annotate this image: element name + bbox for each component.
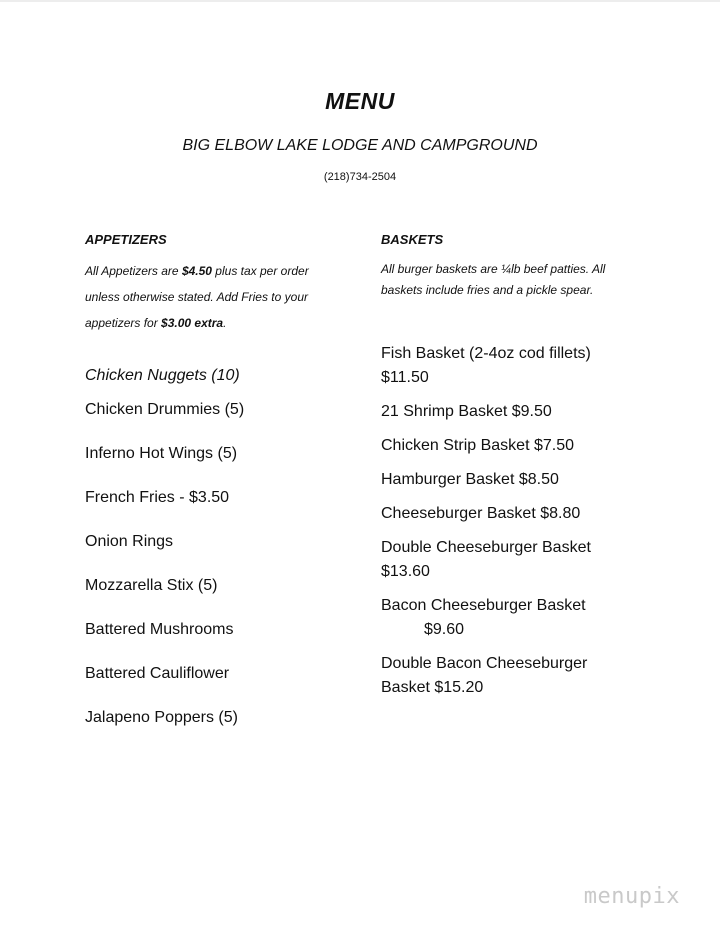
- appetizers-heading: APPETIZERS: [85, 232, 167, 247]
- basket-item-price: $9.60: [424, 621, 465, 638]
- phone-number: (218)734-2504: [323, 171, 397, 183]
- basket-item-price: $11.50: [381, 369, 429, 386]
- basket-item-fish: [381, 342, 661, 390]
- basket-item-name: 21 Shrimp Basket $9.50: [381, 403, 552, 420]
- baskets-heading: BASKETS: [381, 232, 444, 247]
- appetizer-item: Jalapeno Poppers (5): [85, 709, 238, 726]
- basket-item-name: Bacon Cheeseburger Basket: [381, 597, 586, 614]
- appetizers-section: [85, 232, 345, 336]
- appetizer-item: French Fries - $3.50: [85, 489, 230, 506]
- basket-item-name: Fish Basket (2-4oz cod fillets): [381, 345, 591, 362]
- basket-item-cheeseburger: [381, 502, 661, 526]
- basket-item-bacon-cheeseburger: [381, 594, 661, 642]
- appetizers-note-prefix: All Appetizers are: [85, 264, 182, 278]
- appetizers-note-middle: plus tax per order unless otherwise stated. Add Fries to your appetizers for: [85, 264, 309, 330]
- basket-item-price: $13.60: [381, 563, 430, 580]
- top-divider: [0, 0, 720, 2]
- appetizers-note-extra: $3.00 extra: [161, 316, 224, 330]
- baskets-section: [381, 232, 641, 301]
- restaurant-name: BIG ELBOW LAKE LODGE AND CAMPGROUND: [182, 137, 538, 154]
- basket-item-name: Double Bacon Cheeseburger: [381, 655, 588, 672]
- basket-item-hamburger: [381, 468, 661, 492]
- basket-item-name: Cheeseburger Basket $8.80: [381, 505, 581, 522]
- basket-item-name: Chicken Strip Basket $7.50: [381, 437, 574, 454]
- appetizers-list: [85, 364, 355, 750]
- appetizer-item: Battered Cauliflower: [85, 665, 230, 682]
- baskets-note: All burger baskets are ¼lb beef patties. All baskets include fries and a pickle spear.: [381, 262, 606, 297]
- basket-item-chicken-strip: [381, 434, 661, 458]
- appetizers-note-suffix: .: [223, 316, 227, 330]
- appetizers-note-price: $4.50: [181, 264, 212, 278]
- page-title: MENU: [325, 88, 395, 114]
- appetizer-item: Inferno Hot Wings (5): [85, 445, 238, 462]
- basket-item-double-bacon-cheeseburger: [381, 652, 661, 700]
- watermark-logo: menupix: [583, 884, 680, 909]
- basket-item-price: Basket $15.20: [381, 679, 484, 696]
- basket-item-name: Double Cheeseburger Basket: [381, 539, 591, 556]
- basket-item-shrimp: [381, 400, 661, 424]
- appetizer-item: Battered Mushrooms: [85, 621, 234, 638]
- basket-item-double-cheeseburger: [381, 536, 661, 584]
- appetizer-item: Chicken Nuggets (10): [85, 367, 240, 384]
- appetizers-note: [85, 258, 345, 336]
- appetizer-item: Chicken Drummies (5): [85, 401, 245, 418]
- basket-item-name: Hamburger Basket $8.50: [381, 471, 559, 488]
- baskets-list: [381, 342, 661, 710]
- appetizer-item: Onion Rings: [85, 533, 174, 550]
- appetizer-item: Mozzarella Stix (5): [85, 577, 218, 594]
